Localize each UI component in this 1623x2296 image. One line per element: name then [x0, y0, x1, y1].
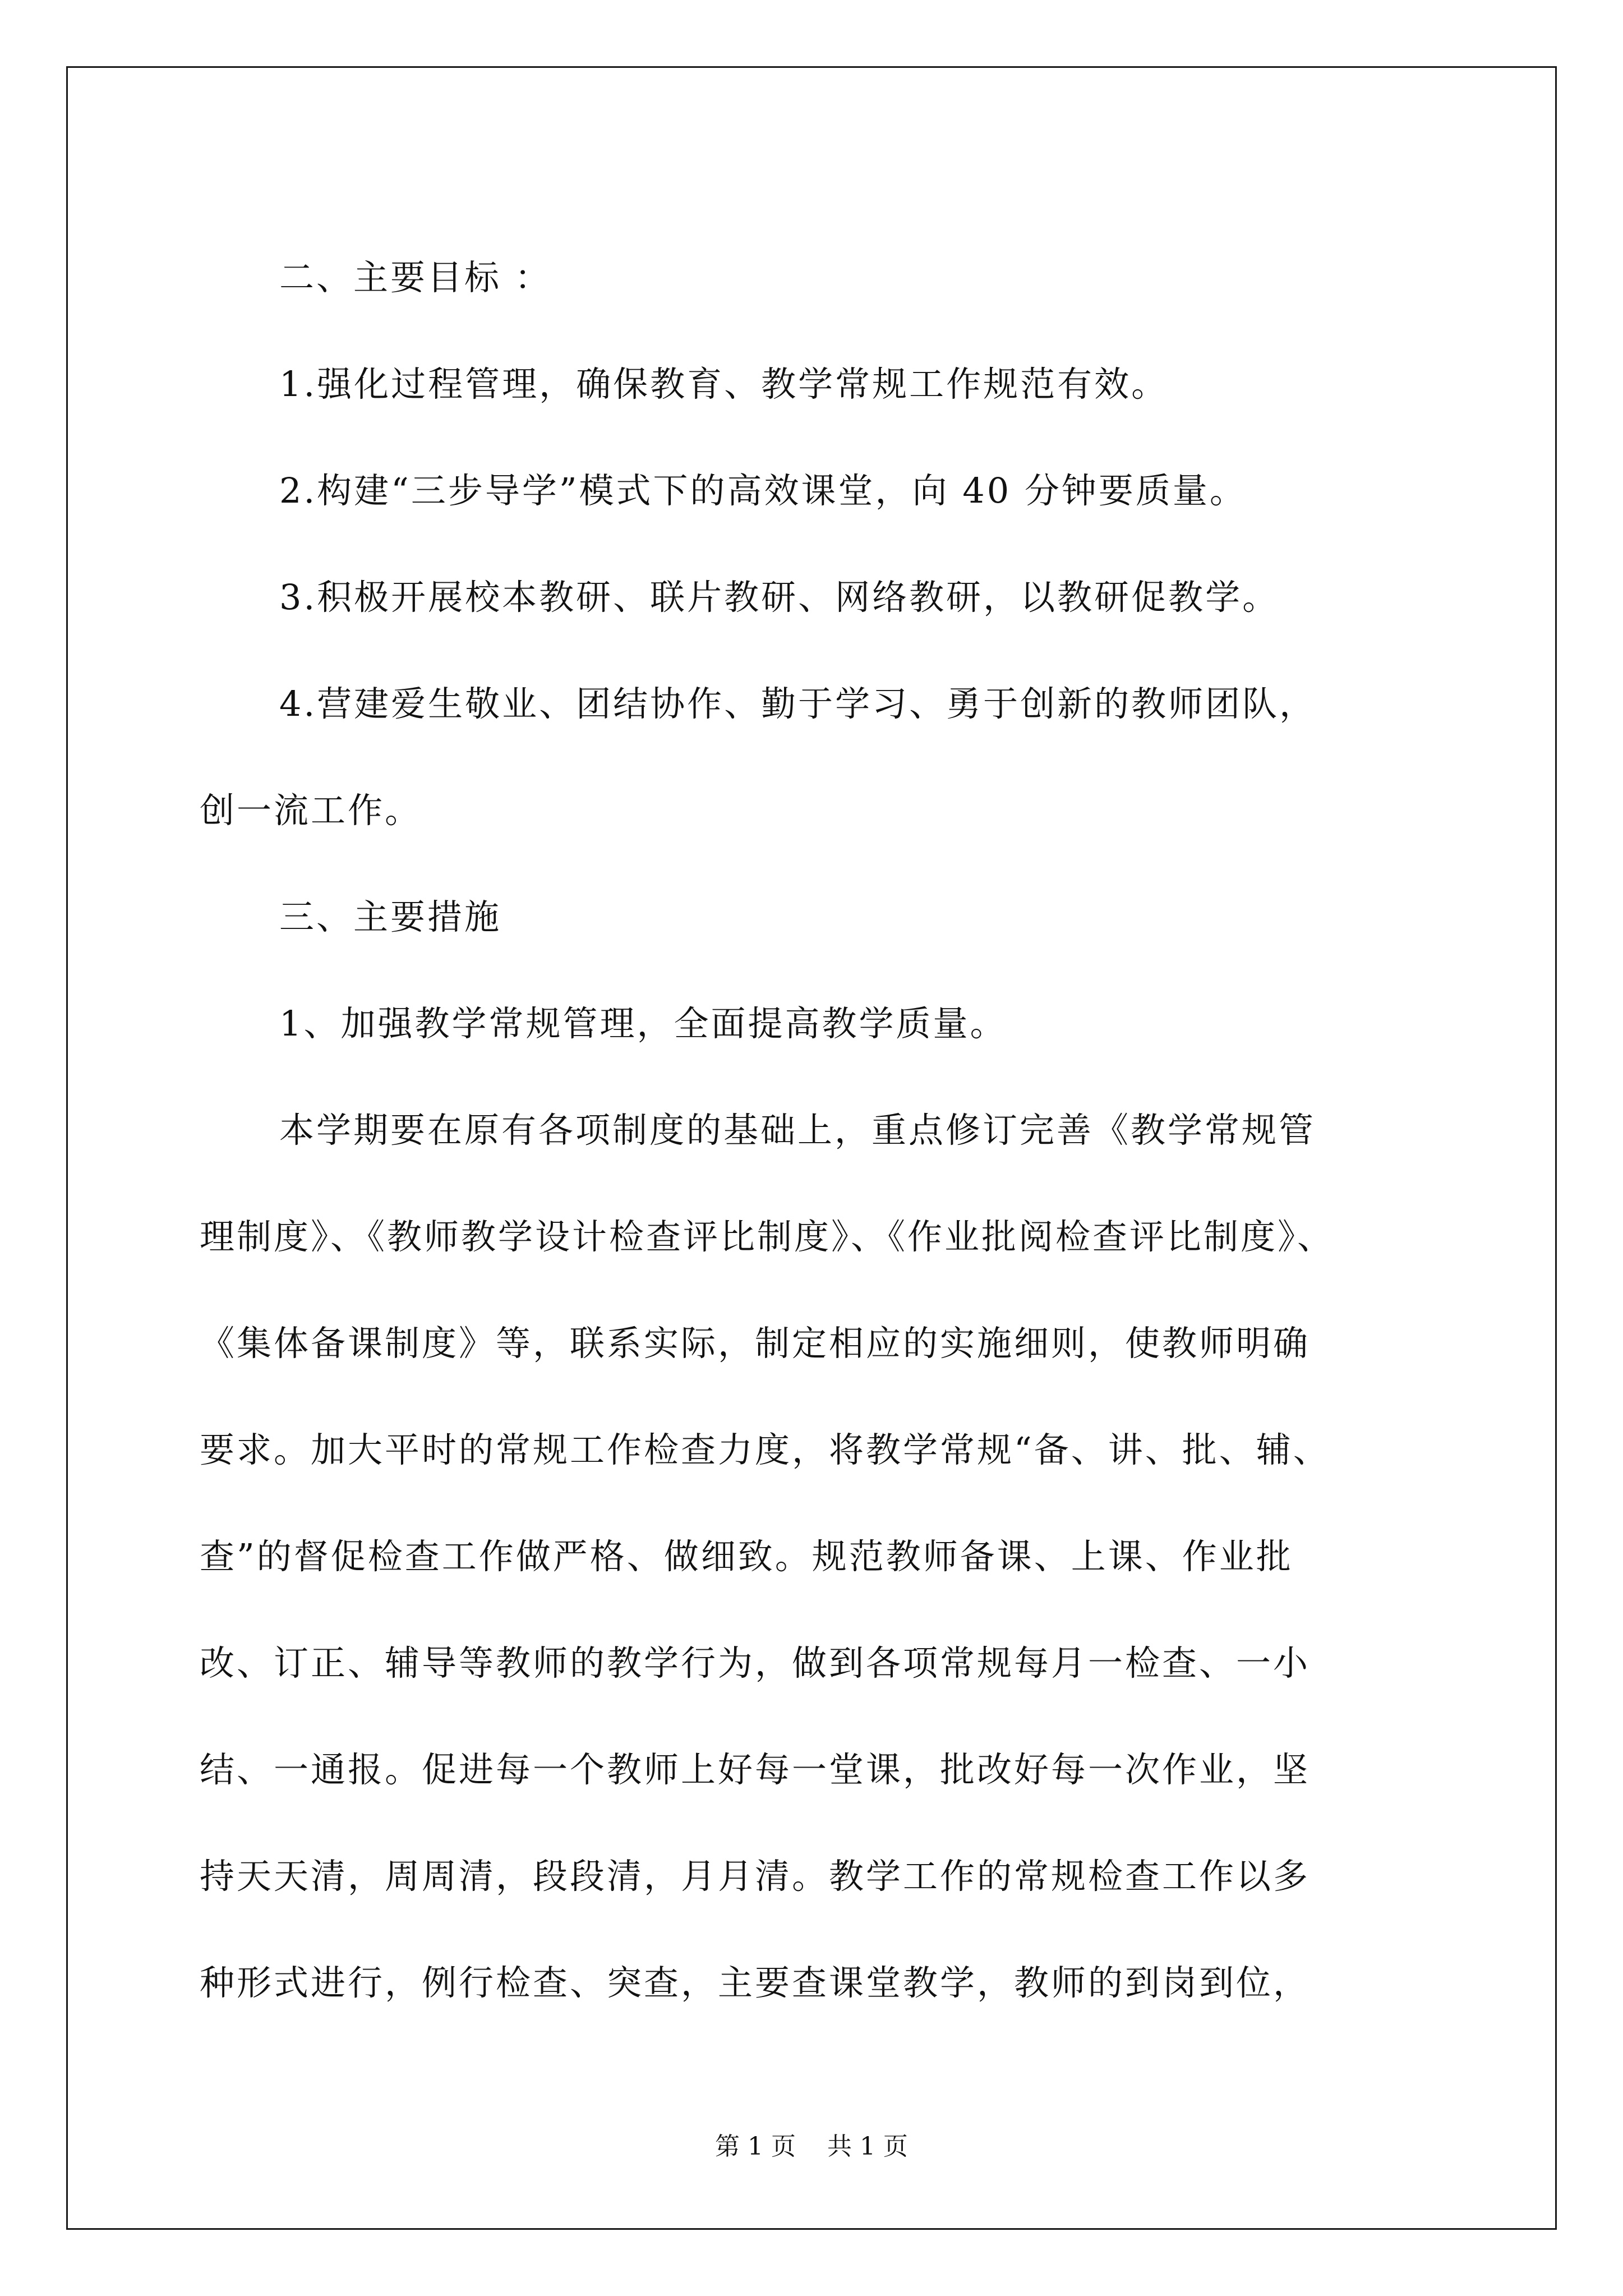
paragraph-goal-1: 1.强化过程管理，确保教育、教学常规工作规范有效。 [279, 364, 1169, 404]
paragraph-text-line: 改、订正、辅导等教师的教学行为，做到各项常规每月一检查、一小 [200, 1642, 1311, 1683]
section-heading-goals: 二、主要目标 ： [279, 257, 552, 298]
paragraph-text-line: 要求。加大平时的常规工作检查力度，将教学常规“备、讲、批、辅、 [200, 1429, 1330, 1470]
paragraph-text-line: 本学期要在原有各项制度的基础上，重点修订完善《教学常规管 [279, 1110, 1316, 1151]
paragraph-text-line: 持天天清，周周清，段段清，月月清。教学工作的常规检查工作以多 [200, 1856, 1311, 1897]
paragraph-goal-4: 4.营建爱生敬业、团结协作、勤于学习、勇于创新的教师团队， [279, 683, 1317, 724]
paragraph-text-line: 种形式进行，例行检查、突查，主要查课堂教学，教师的到岗到位， [200, 1962, 1311, 2003]
section-heading-measures: 三、主要措施 [279, 896, 502, 937]
paragraph-text-line: 《集体备课制度》等，联系实际，制定相应的实施细则，使教师明确 [200, 1323, 1311, 1364]
document-body [200, 224, 1433, 2036]
paragraph-text-line: 理制度》、《教师教学设计检查评比制度》、《作业批阅检查评比制度》、 [200, 1216, 1335, 1257]
paragraph-goal-4-cont: 创一流工作。 [200, 790, 422, 831]
paragraph-measure-1: 1、加强教学常规管理，全面提高教学质量。 [279, 1003, 1007, 1044]
paragraph-text-line: 查”的督促检查工作做严格、做细致。规范教师备课、上课、作业批 [200, 1536, 1293, 1577]
page-footer [0, 2126, 1623, 2162]
page-number: 第 1 页 [715, 2132, 796, 2161]
paragraph-goal-3: 3.积极开展校本教研、联片教研、网络教研，以教研促教学。 [279, 577, 1280, 618]
paragraph-text-line: 结、一通报。促进每一个教师上好每一堂课，批改好每一次作业，坚 [200, 1749, 1311, 1790]
paragraph-goal-2: 2.构建“三步导学”模式下的高效课堂，向 40 分钟要质量。 [279, 470, 1247, 511]
page-total: 共 1 页 [827, 2132, 908, 2161]
